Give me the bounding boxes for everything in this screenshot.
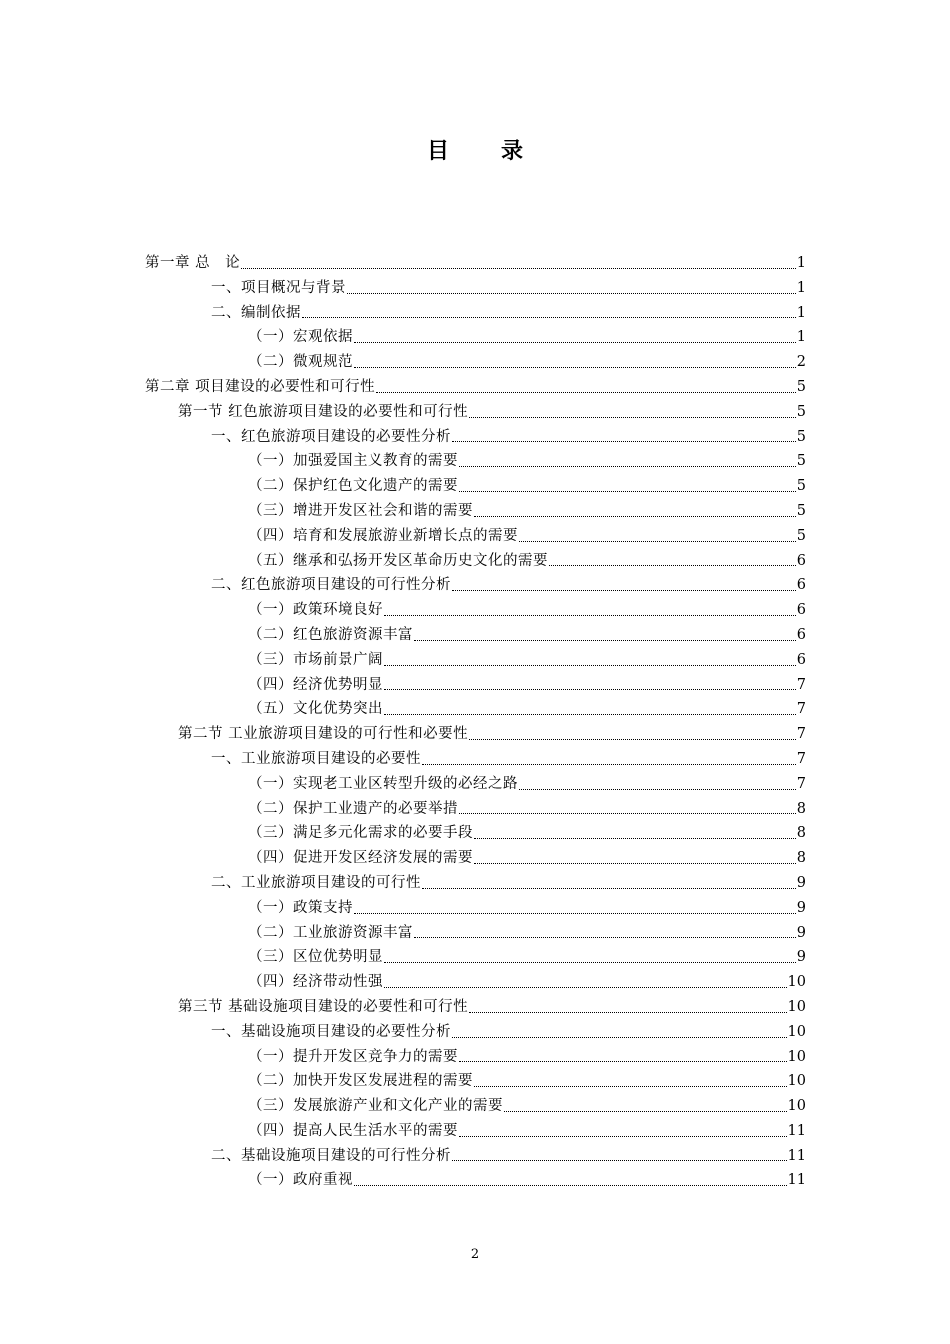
toc-entry[interactable] — [145, 1144, 806, 1169]
toc-entry-label: 第一节 红色旅游项目建设的必要性和可行性 — [178, 403, 469, 420]
toc-entry-page: 1 — [796, 255, 806, 271]
toc-entry[interactable] — [145, 449, 806, 474]
dot-leader — [354, 1184, 787, 1186]
toc-entry-page: 2 — [796, 354, 806, 371]
toc-entry[interactable] — [145, 1020, 806, 1045]
toc-entry[interactable] — [145, 1168, 806, 1193]
toc-entry-label: （二）红色旅游资源丰富 — [248, 626, 413, 643]
toc-entry-label: （一）宏观依据 — [248, 329, 353, 346]
toc-entry-page: 5 — [796, 502, 806, 519]
toc-entry-label: （四）促进开发区经济发展的需要 — [248, 850, 473, 867]
toc-entry-page: 5 — [796, 428, 806, 445]
toc-entry-label: （四）经济带动性强 — [248, 974, 383, 991]
dot-leader — [422, 887, 796, 889]
dot-leader — [384, 688, 796, 690]
toc-entry-page: 7 — [796, 676, 806, 693]
toc-entry-label: （二）加快开发区发展进程的需要 — [248, 1073, 473, 1090]
dot-leader — [414, 639, 796, 641]
toc-entry-page: 10 — [787, 1098, 806, 1115]
toc-entry[interactable] — [145, 499, 806, 524]
toc-entry-label: （三）市场前景广阔 — [248, 651, 383, 668]
toc-entry-page: 11 — [787, 1147, 806, 1164]
dot-leader — [452, 589, 796, 591]
toc-entry[interactable] — [145, 276, 806, 301]
dot-leader — [384, 664, 796, 666]
toc-entry[interactable] — [145, 896, 806, 921]
dot-leader — [459, 490, 796, 492]
dot-leader — [504, 1110, 787, 1112]
dot-leader — [459, 812, 796, 814]
toc-entry[interactable] — [145, 1069, 806, 1094]
toc-entry-label: （五）文化优势突出 — [248, 701, 383, 718]
toc-entry-page: 7 — [796, 726, 806, 743]
toc-entry-page: 10 — [787, 1048, 806, 1065]
toc-entry-page: 1 — [796, 304, 806, 321]
toc-entry-page: 6 — [796, 577, 806, 594]
dot-leader — [384, 986, 787, 988]
toc-entry-label: （四）经济优势明显 — [248, 676, 383, 693]
toc-entry[interactable] — [145, 995, 806, 1020]
toc-entry[interactable] — [145, 648, 806, 673]
toc-entry[interactable] — [145, 375, 806, 400]
toc-entry-label: （三）区位优势明显 — [248, 949, 383, 966]
toc-entry-label: （一）政策环境良好 — [248, 602, 383, 619]
toc-entry[interactable] — [145, 400, 806, 425]
toc-entry[interactable] — [145, 350, 806, 375]
toc-entry[interactable] — [145, 871, 806, 896]
toc-entry-label: （一）政策支持 — [248, 899, 353, 916]
dot-leader — [347, 292, 796, 294]
dot-leader — [459, 465, 796, 467]
toc-entry-page: 6 — [796, 602, 806, 619]
toc-entry-page: 6 — [796, 552, 806, 569]
toc-entry[interactable] — [145, 970, 806, 995]
toc-entry-label: （二）工业旅游资源丰富 — [248, 924, 413, 941]
toc-entry-label: 二、红色旅游项目建设的可行性分析 — [211, 577, 451, 594]
toc-entry[interactable] — [145, 301, 806, 326]
dot-leader — [452, 1159, 787, 1161]
dot-leader — [469, 738, 796, 740]
toc-entry-page: 10 — [787, 998, 806, 1015]
dot-leader — [459, 1135, 787, 1137]
dot-leader — [469, 1011, 786, 1013]
toc-entry-label: 一、红色旅游项目建设的必要性分析 — [211, 428, 451, 445]
toc-entry-label: 二、基础设施项目建设的可行性分析 — [211, 1147, 451, 1164]
dot-leader — [354, 341, 796, 343]
dot-leader — [452, 1036, 787, 1038]
toc-entry-label: （二）保护红色文化遗产的需要 — [248, 478, 458, 495]
toc-entry-label: （三）增进开发区社会和谐的需要 — [248, 502, 473, 519]
toc-entry-page: 1 — [796, 329, 806, 346]
toc-entry-page: 7 — [796, 750, 806, 767]
dot-leader — [459, 1060, 787, 1062]
toc-entry-page: 5 — [796, 527, 806, 544]
toc-entry-page: 10 — [787, 1073, 806, 1090]
page-number: 2 — [470, 1247, 480, 1262]
toc-entry-label: 一、基础设施项目建设的必要性分析 — [211, 1023, 451, 1040]
dot-leader — [549, 564, 796, 566]
toc-entry-page: 5 — [796, 453, 806, 470]
toc-entry-label: 一、项目概况与背景 — [211, 279, 346, 296]
toc-entry[interactable] — [145, 598, 806, 623]
toc-entry-page: 10 — [787, 974, 806, 991]
toc-entry-page: 7 — [796, 701, 806, 718]
toc-entry-label: 二、工业旅游项目建设的可行性 — [211, 874, 421, 891]
toc-entry[interactable] — [145, 1045, 806, 1070]
dot-leader — [519, 540, 796, 542]
toc-entry-page: 6 — [796, 651, 806, 668]
toc-entry-label: 一、工业旅游项目建设的必要性 — [211, 750, 421, 767]
toc-entry-label: （一）政府重视 — [248, 1172, 353, 1189]
toc-entry[interactable] — [145, 921, 806, 946]
toc-entry[interactable] — [145, 797, 806, 822]
dot-leader — [302, 316, 796, 318]
toc-entry-page: 9 — [796, 899, 806, 916]
dot-leader — [384, 961, 796, 963]
toc-entry-label: 第一章 总 论 — [145, 255, 241, 271]
dot-leader — [469, 416, 796, 418]
toc-entry-page: 5 — [796, 478, 806, 495]
dot-leader — [354, 366, 796, 368]
toc-entry[interactable] — [145, 524, 806, 549]
toc-entry[interactable] — [145, 697, 806, 722]
toc-entry[interactable] — [145, 846, 806, 871]
toc-entry-label: （二）微观规范 — [248, 354, 353, 371]
toc-entry-page: 6 — [796, 626, 806, 643]
toc-entry-page: 9 — [796, 874, 806, 891]
toc-entry-page: 5 — [796, 378, 806, 395]
toc-entry[interactable] — [145, 673, 806, 698]
toc-entry-label: 第二节 工业旅游项目建设的可行性和必要性 — [178, 726, 469, 743]
page-title: 目录 — [426, 138, 575, 164]
toc-entry[interactable] — [145, 772, 806, 797]
toc-entry-page: 11 — [787, 1122, 806, 1139]
toc-entry-label: （四）培育和发展旅游业新增长点的需要 — [248, 527, 518, 544]
toc-entry-page: 11 — [787, 1172, 806, 1189]
dot-leader — [474, 837, 796, 839]
toc-entry-page: 9 — [796, 949, 806, 966]
toc-entry[interactable] — [145, 474, 806, 499]
toc-entry-page: 8 — [796, 825, 806, 842]
dot-leader — [354, 912, 796, 914]
toc-entry[interactable] — [145, 549, 806, 574]
toc-entry-label: （一）提升开发区竞争力的需要 — [248, 1048, 458, 1065]
dot-leader — [422, 763, 796, 765]
toc-entry-label: 第二章 项目建设的必要性和可行性 — [145, 378, 376, 395]
toc-entry-page: 1 — [796, 279, 806, 296]
toc-entry-page: 5 — [796, 403, 806, 420]
toc-entry-page: 7 — [796, 775, 806, 792]
dot-leader — [474, 515, 796, 517]
toc-entry-label: （四）提高人民生活水平的需要 — [248, 1122, 458, 1139]
dot-leader — [474, 1085, 787, 1087]
toc-entry[interactable] — [145, 251, 806, 276]
table-of-contents — [145, 251, 806, 1193]
toc-entry[interactable] — [145, 325, 806, 350]
toc-entry-label: 二、编制依据 — [211, 304, 301, 321]
toc-entry[interactable] — [145, 573, 806, 598]
toc-entry[interactable] — [145, 425, 806, 450]
dot-leader — [452, 440, 796, 442]
toc-entry-label: 第三节 基础设施项目建设的必要性和可行性 — [178, 998, 469, 1015]
toc-entry[interactable] — [145, 722, 806, 747]
dot-leader — [474, 862, 796, 864]
toc-entry-label: （一）实现老工业区转型升级的必经之路 — [248, 775, 518, 792]
toc-entry[interactable] — [145, 1094, 806, 1119]
toc-entry-label: （一）加强爱国主义教育的需要 — [248, 453, 458, 470]
dot-leader — [519, 788, 796, 790]
dot-leader — [376, 391, 796, 393]
toc-entry-page: 10 — [787, 1023, 806, 1040]
toc-entry-label: （三）满足多元化需求的必要手段 — [248, 825, 473, 842]
toc-entry[interactable] — [145, 1119, 806, 1144]
dot-leader — [384, 614, 796, 616]
toc-entry[interactable] — [145, 623, 806, 648]
toc-entry-page: 8 — [796, 800, 806, 817]
toc-entry[interactable] — [145, 821, 806, 846]
dot-leader — [384, 713, 796, 715]
toc-entry[interactable] — [145, 747, 806, 772]
toc-entry-label: （三）发展旅游产业和文化产业的需要 — [248, 1098, 503, 1115]
toc-entry-label: （五）继承和弘扬开发区革命历史文化的需要 — [248, 552, 548, 569]
toc-entry-page: 9 — [796, 924, 806, 941]
dot-leader — [414, 936, 796, 938]
toc-entry-page: 8 — [796, 850, 806, 867]
dot-leader — [241, 267, 796, 269]
toc-entry[interactable] — [145, 945, 806, 970]
toc-entry-label: （二）保护工业遗产的必要举措 — [248, 800, 458, 817]
